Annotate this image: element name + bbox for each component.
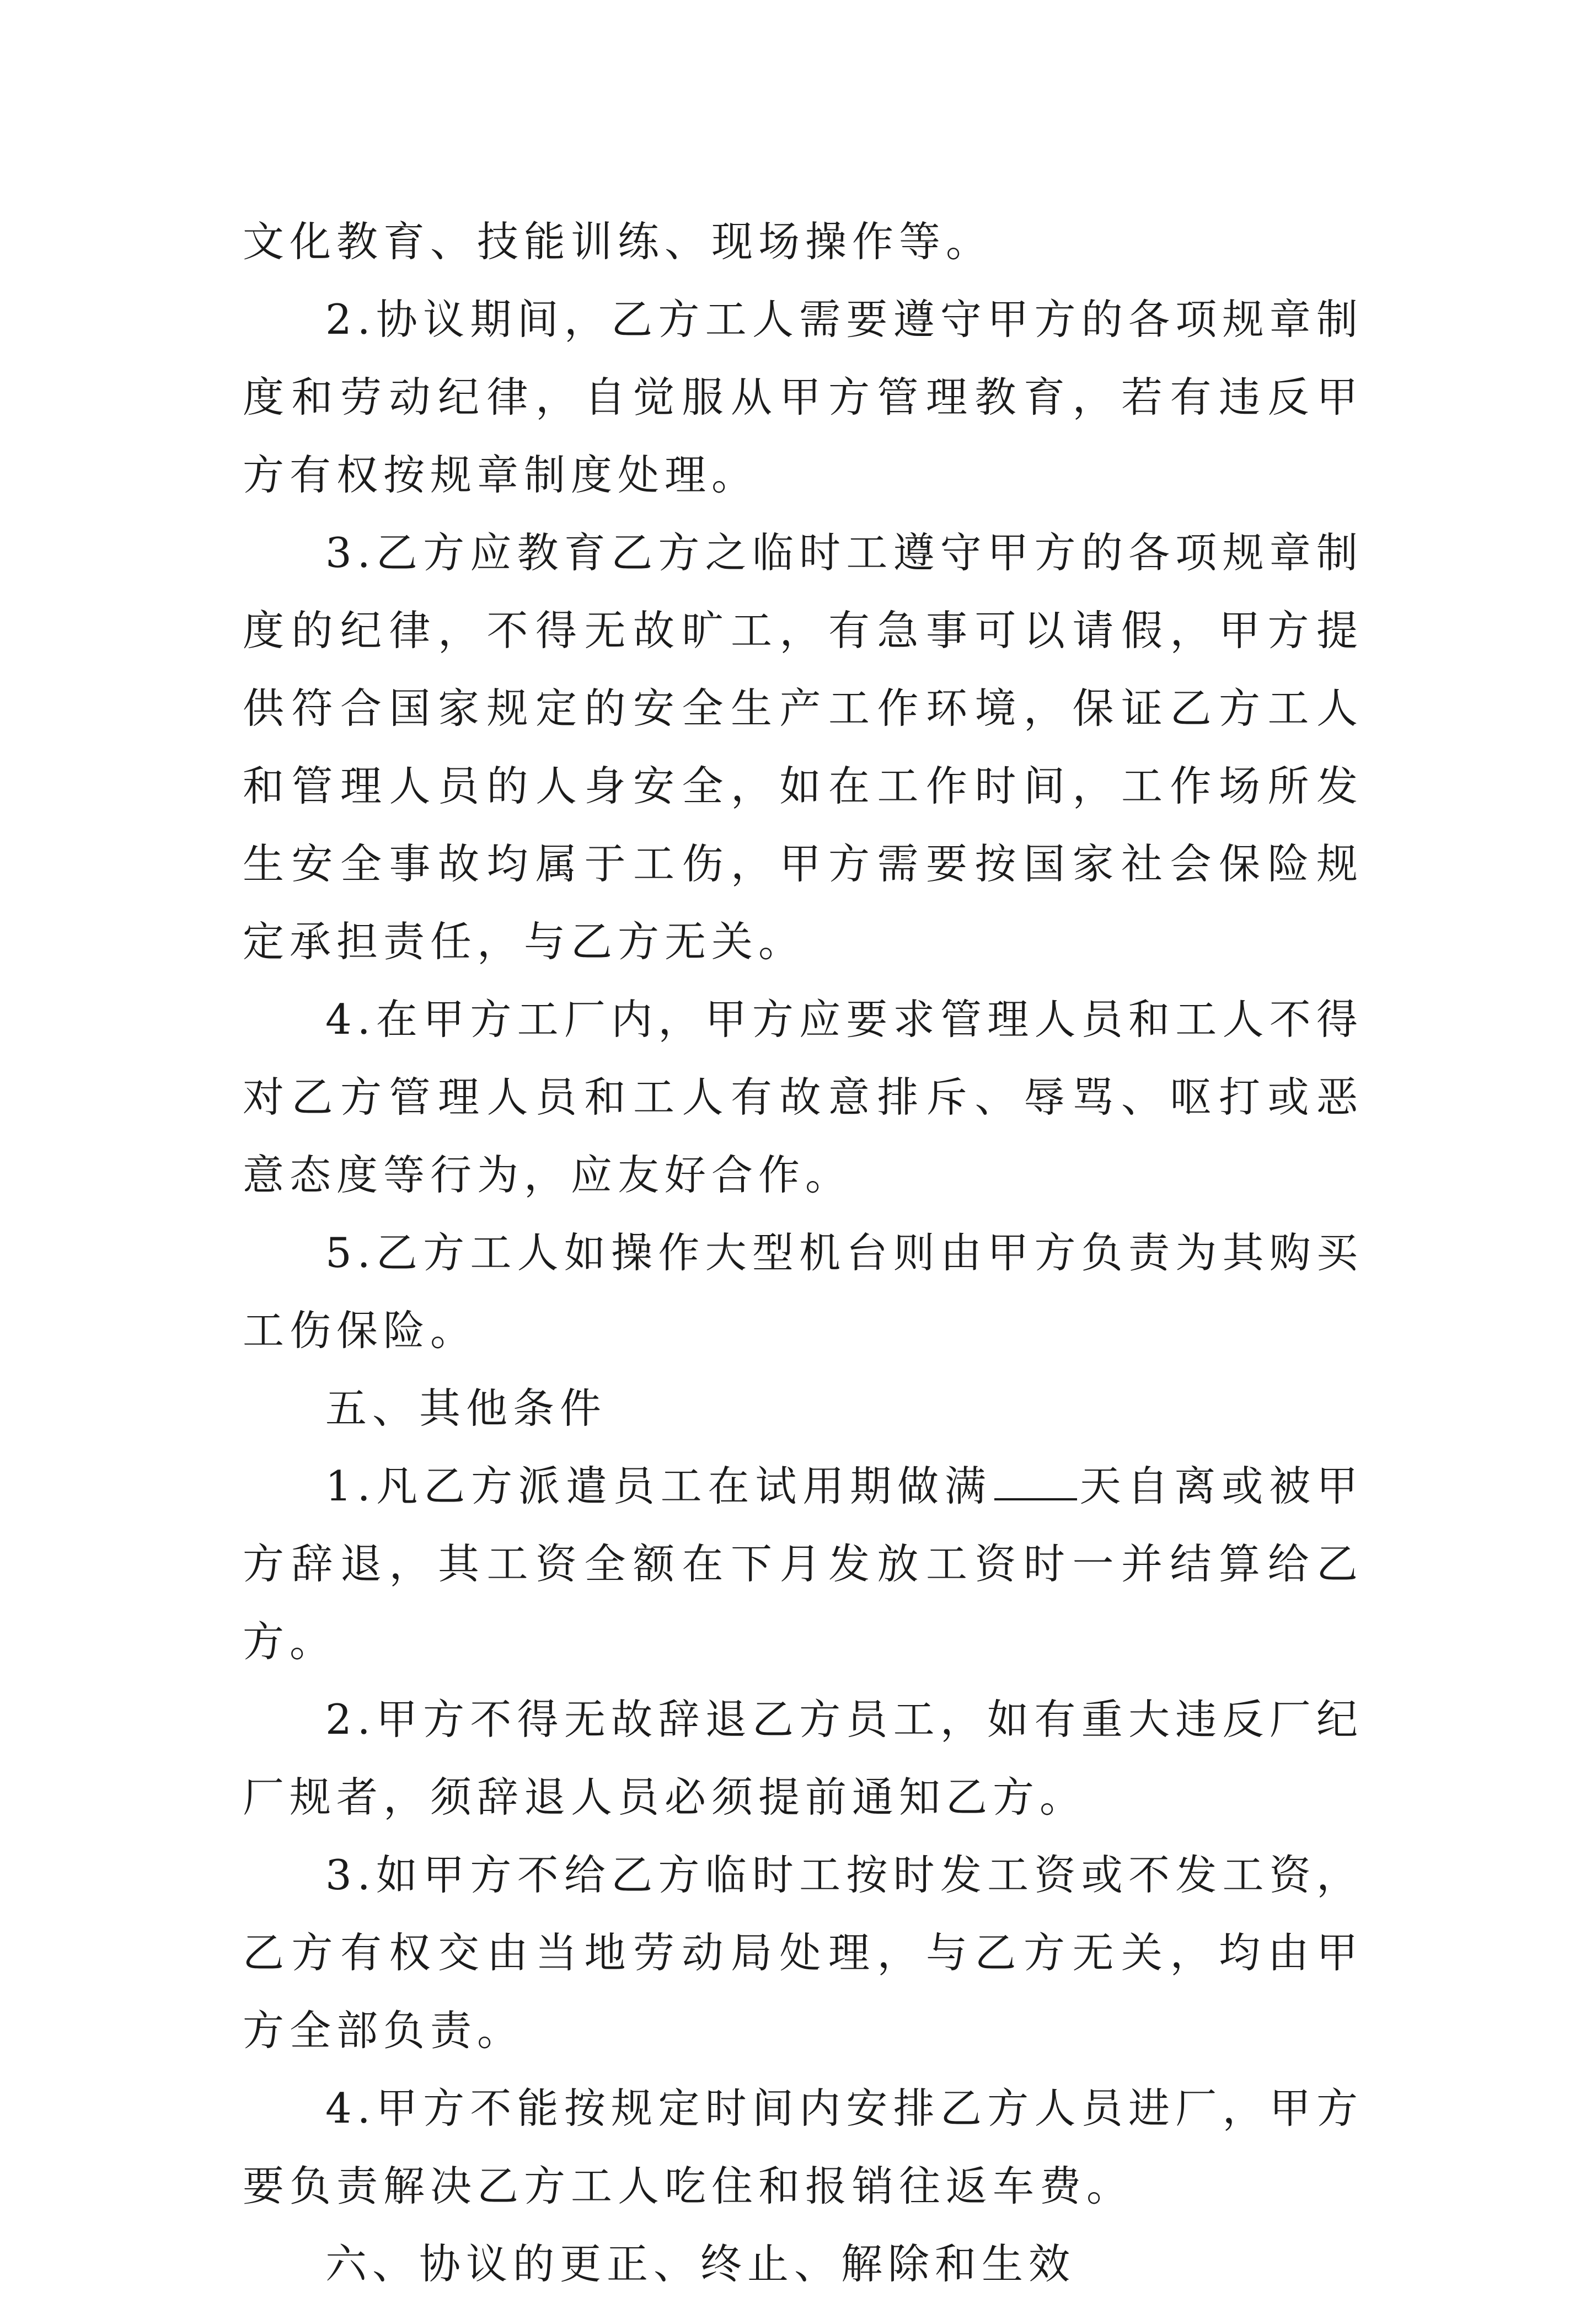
clause-5-1-text-before: 1.凡乙方派遣员工在试用期做满 [325, 1462, 992, 1510]
clause-5-2: 2.甲方不得无故辞退乙方员工，如有重大违反厂纪厂规者，须辞退人员必须提前通知乙方。 [243, 1695, 1363, 1821]
document-body [243, 203, 1363, 2303]
section-heading-6: 六、协议的更正、终止、解除和生效 [325, 2240, 1076, 2288]
fill-in-blank [994, 1464, 1077, 1500]
paragraph-continuation: 文化教育、技能训练、现场操作等。 [243, 217, 993, 266]
section-heading-5: 五、其他条件 [325, 1384, 607, 1433]
clause-5-1-text-after: 天自离或被甲方辞退，其工资全额在下月发放工资时一并结算给乙方。 [243, 1462, 1363, 1666]
clause-4-4: 4.在甲方工厂内，甲方应要求管理人员和工人不得对乙方管理人员和工人有故意排斥、辱骂、呕打或恶意态度等行为，应友好合作。 [243, 995, 1363, 1199]
clause-4-5: 5.乙方工人如操作大型机台则由甲方负责为其购买工伤保险。 [243, 1228, 1363, 1355]
clause-5-1 [243, 1447, 1363, 1681]
clause-5-4: 4.甲方不能按规定时间内安排乙方人员进厂，甲方要负责解决乙方工人吃住和报销往返车费。 [243, 2084, 1363, 2210]
clause-5-3: 3.如甲方不给乙方临时工按时发工资或不发工资，乙方有权交由当地劳动局处理，与乙方无关，均由甲方全部负责。 [243, 1851, 1363, 2055]
clause-4-2: 2.协议期间，乙方工人需要遵守甲方的各项规章制度和劳动纪律，自觉服从甲方管理教育，若有违反甲方有权按规章制度处理。 [243, 295, 1363, 499]
clause-4-3: 3.乙方应教育乙方之临时工遵守甲方的各项规章制度的纪律，不得无故旷工，有急事可以请假，甲方提供符合国家规定的安全生产工作环境，保证乙方工人和管理人员的人身安全，如在工作时间，工作场所发生安全事故均属于工伤，甲方需要按国家社会保险规定承担责任，与乙方无关。 [243, 528, 1363, 966]
